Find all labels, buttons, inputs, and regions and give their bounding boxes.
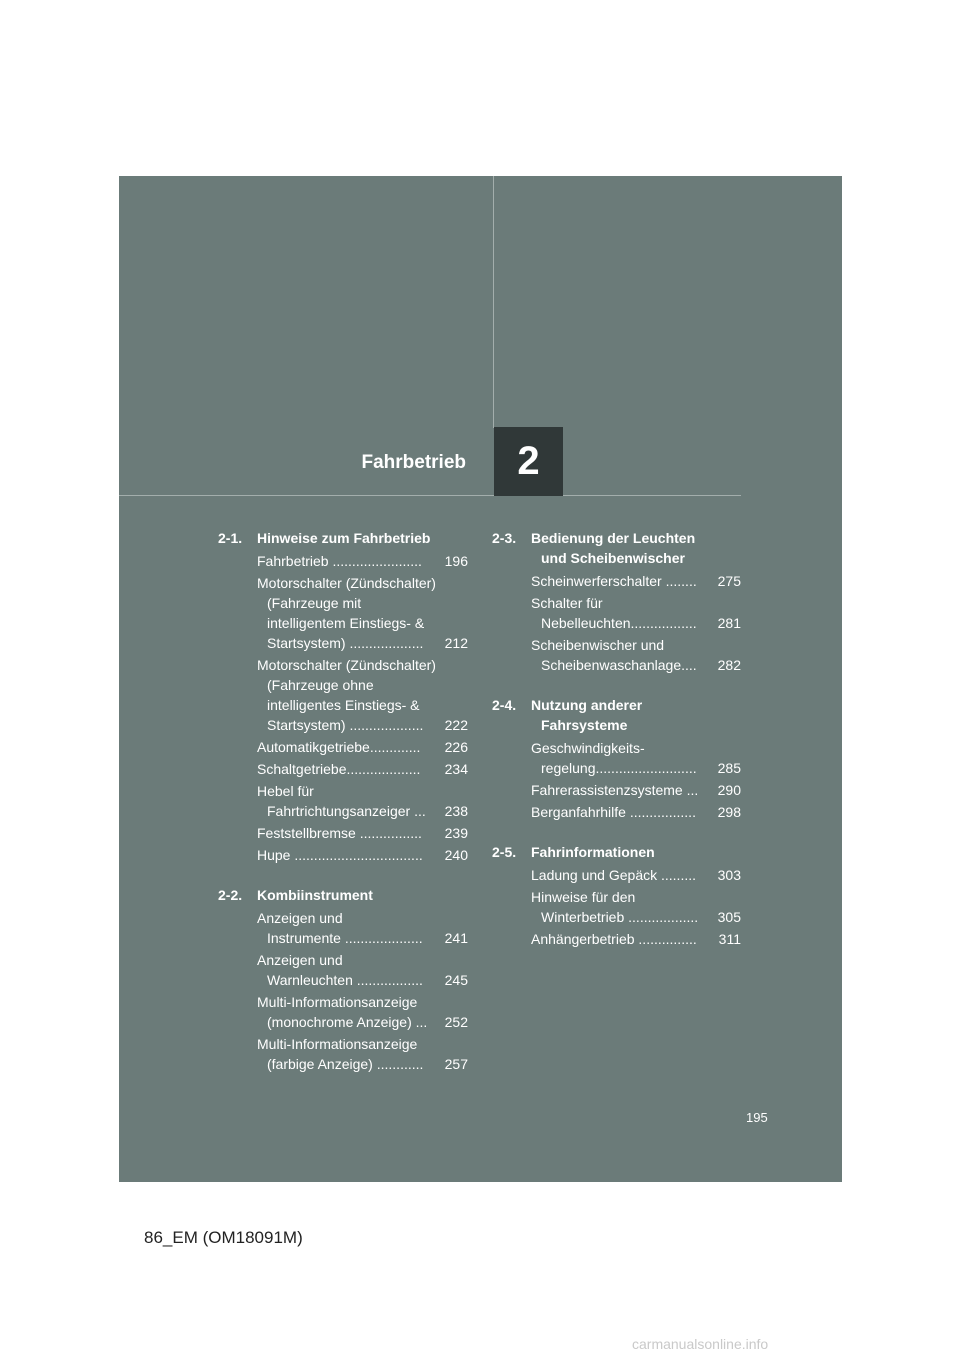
toc-entry-page: 196 [444,553,468,569]
toc-entry-page: 303 [717,867,741,883]
vertical-divider [493,176,494,428]
section-title [531,528,741,568]
toc-entry-page: 241 [444,930,468,946]
section-number: 2-2. [218,887,243,903]
toc-section [492,528,741,675]
toc-entry[interactable] [531,593,741,633]
toc-entry-title [257,992,438,1032]
toc-entry-line: Hinweise für den [531,889,636,905]
toc-entry[interactable] [257,781,468,821]
toc-entry-title [531,929,711,949]
section-title-line: Hinweise zum Fahrbetrieb [257,530,431,546]
toc-section [218,528,468,865]
toc-entry-page: 240 [444,847,468,863]
toc-entry-line: Nebelleuchten................. [541,615,697,631]
toc-entry-title [257,737,438,757]
toc-entry-title [257,950,438,990]
toc-entry-title [531,780,711,800]
section-number: 2-1. [218,530,243,546]
toc-entry-page: 275 [717,573,741,589]
toc-entry-page: 212 [444,635,468,651]
toc-entry-line: Scheibenwischer und [531,637,665,653]
toc-entry-title [257,908,438,948]
toc-entry-line: Multi-Informationsanzeige [257,994,418,1010]
section-heading [218,528,468,548]
watermark: carmanualsonline.info [632,1336,769,1352]
section-title-line: Fahrinformationen [531,844,655,860]
toc-entry-line: Warnleuchten ................. [267,972,423,988]
section-title [531,842,741,862]
section-heading [218,885,468,905]
toc-entry[interactable] [531,929,741,949]
toc-entry-line: Scheibenwaschanlage.... [541,657,697,673]
toc-entry-page: 281 [717,615,741,631]
section-title [531,695,741,735]
toc-entry-title [257,573,438,653]
toc-entry-line: Anhängerbetrieb ............... [531,931,697,947]
toc-entry-title [257,655,438,735]
toc-entry[interactable] [531,780,741,800]
toc-entry[interactable] [257,1034,468,1074]
section-title-line: Bedienung der Leuchten [531,530,696,546]
toc-entry-page: 252 [444,1014,468,1030]
toc-entry-line: Motorschalter (Zündschalter) [257,575,436,591]
toc-entry[interactable] [257,823,468,843]
toc-entry-title [531,738,711,778]
document-code: 86_EM (OM18091M) [144,1228,303,1247]
toc-entry[interactable] [257,992,468,1032]
toc-entry-page: 298 [717,804,741,820]
toc-entry-title [531,802,711,822]
toc-entries [218,551,468,865]
toc-entry-title [257,781,438,821]
horizontal-divider [119,495,741,496]
chapter-number-box [494,427,563,496]
toc-entry-page: 234 [444,761,468,777]
toc-entry-line: Anzeigen und [257,952,343,968]
section-heading [492,695,741,735]
toc-section [492,695,741,822]
toc-entry[interactable] [531,887,741,927]
toc-entry-line: (farbige Anzeige) ............ [267,1056,424,1072]
toc-entry-title [531,635,711,675]
toc-entry-title [257,845,438,865]
toc-entry-line: intelligentes Einstiegs- & [267,697,420,713]
toc-entry-page: 257 [444,1056,468,1072]
section-number: 2-4. [492,697,517,713]
toc-entry-title [531,571,711,591]
section-heading [492,842,741,862]
toc-entry-line: (monochrome Anzeige) ... [267,1014,428,1030]
toc-entry[interactable] [257,655,468,735]
section-title [257,885,468,905]
toc-entry-page: 290 [717,782,741,798]
toc-entry-line: Hebel für [257,783,314,799]
toc-entry-line: Multi-Informationsanzeige [257,1036,418,1052]
toc-entry[interactable] [257,573,468,653]
toc-entry-page: 222 [444,717,468,733]
toc-entry[interactable] [531,738,741,778]
toc-entry-line: regelung.......................... [541,760,697,776]
toc-entry-line: Automatikgetriebe............. [257,739,421,755]
toc-entry-line: Instrumente .................... [267,930,423,946]
toc-column-left [218,528,468,1094]
toc-entry[interactable] [257,737,468,757]
toc-entry-line: Fahrbetrieb ....................... [257,553,422,569]
toc-entry-line: Winterbetrieb .................. [541,909,699,925]
toc-entry-page: 226 [444,739,468,755]
toc-entries [218,908,468,1074]
toc-entries [492,571,741,675]
toc-entry-line: Feststellbremse ................ [257,825,422,841]
toc-entry-page: 238 [444,803,468,819]
toc-column-right [492,528,741,969]
toc-entry[interactable] [257,759,468,779]
toc-entry-title [531,865,711,885]
toc-entry-page: 239 [444,825,468,841]
toc-entry[interactable] [531,635,741,675]
toc-entry-line: intelligentem Einstiegs- & [267,615,425,631]
toc-entry-line: Startsystem) ................... [267,635,424,651]
toc-entry-line: Anzeigen und [257,910,343,926]
chapter-title: Fahrbetrieb [361,452,466,473]
toc-entry-line: Ladung und Gepäck ......... [531,867,696,883]
toc-entry-page: 282 [717,657,741,673]
toc-entry-title [257,551,438,571]
section-title-line: und Scheibenwischer [541,550,685,566]
section-number: 2-5. [492,844,517,860]
toc-entry-page: 305 [717,909,741,925]
toc-entry-line: Fahrtrichtungsanzeiger ... [267,803,426,819]
toc-entry-line: Hupe ................................. [257,847,423,863]
toc-entry-title [531,593,711,633]
section-title-line: Kombiinstrument [257,887,373,903]
toc-entry[interactable] [257,950,468,990]
toc-entry-title [257,759,438,779]
toc-entries [492,738,741,822]
toc-entry-line: Fahrerassistenzsysteme ... [531,782,699,798]
toc-section [492,842,741,949]
toc-entry-line: Motorschalter (Zündschalter) [257,657,436,673]
toc-entry-title [257,823,438,843]
toc-entry-page: 311 [718,931,741,947]
section-heading [492,528,741,568]
section-title-line: Fahrsysteme [541,717,628,733]
toc-entry-title [257,1034,438,1074]
toc-entry-line: (Fahrzeuge mit [267,595,362,611]
section-title-line: Nutzung anderer [531,697,643,713]
toc-entry-line: Schalter für [531,595,603,611]
chapter-number: 2 [517,439,540,483]
toc-entry-line: (Fahrzeuge ohne [267,677,374,693]
toc-entry[interactable] [257,845,468,865]
toc-entry[interactable] [257,908,468,948]
toc-entry-title [531,887,711,927]
toc-entry-line: Berganfahrhilfe ................. [531,804,696,820]
toc-entry-page: 285 [717,760,741,776]
toc-entry[interactable] [257,551,468,571]
toc-entry-page: 245 [444,972,468,988]
page-number: 195 [746,1110,768,1125]
toc-entry-line: Schaltgetriebe................... [257,761,421,777]
toc-entry-line: Scheinwerferschalter ........ [531,573,697,589]
toc-section [218,885,468,1074]
toc-entry-line: Startsystem) ................... [267,717,424,733]
toc-entry-line: Geschwindigkeits- [531,740,645,756]
toc-entry[interactable] [531,865,741,885]
section-number: 2-3. [492,530,517,546]
section-title [257,528,468,548]
toc-entry[interactable] [531,802,741,822]
toc-entry[interactable] [531,571,741,591]
toc-entries [492,865,741,949]
